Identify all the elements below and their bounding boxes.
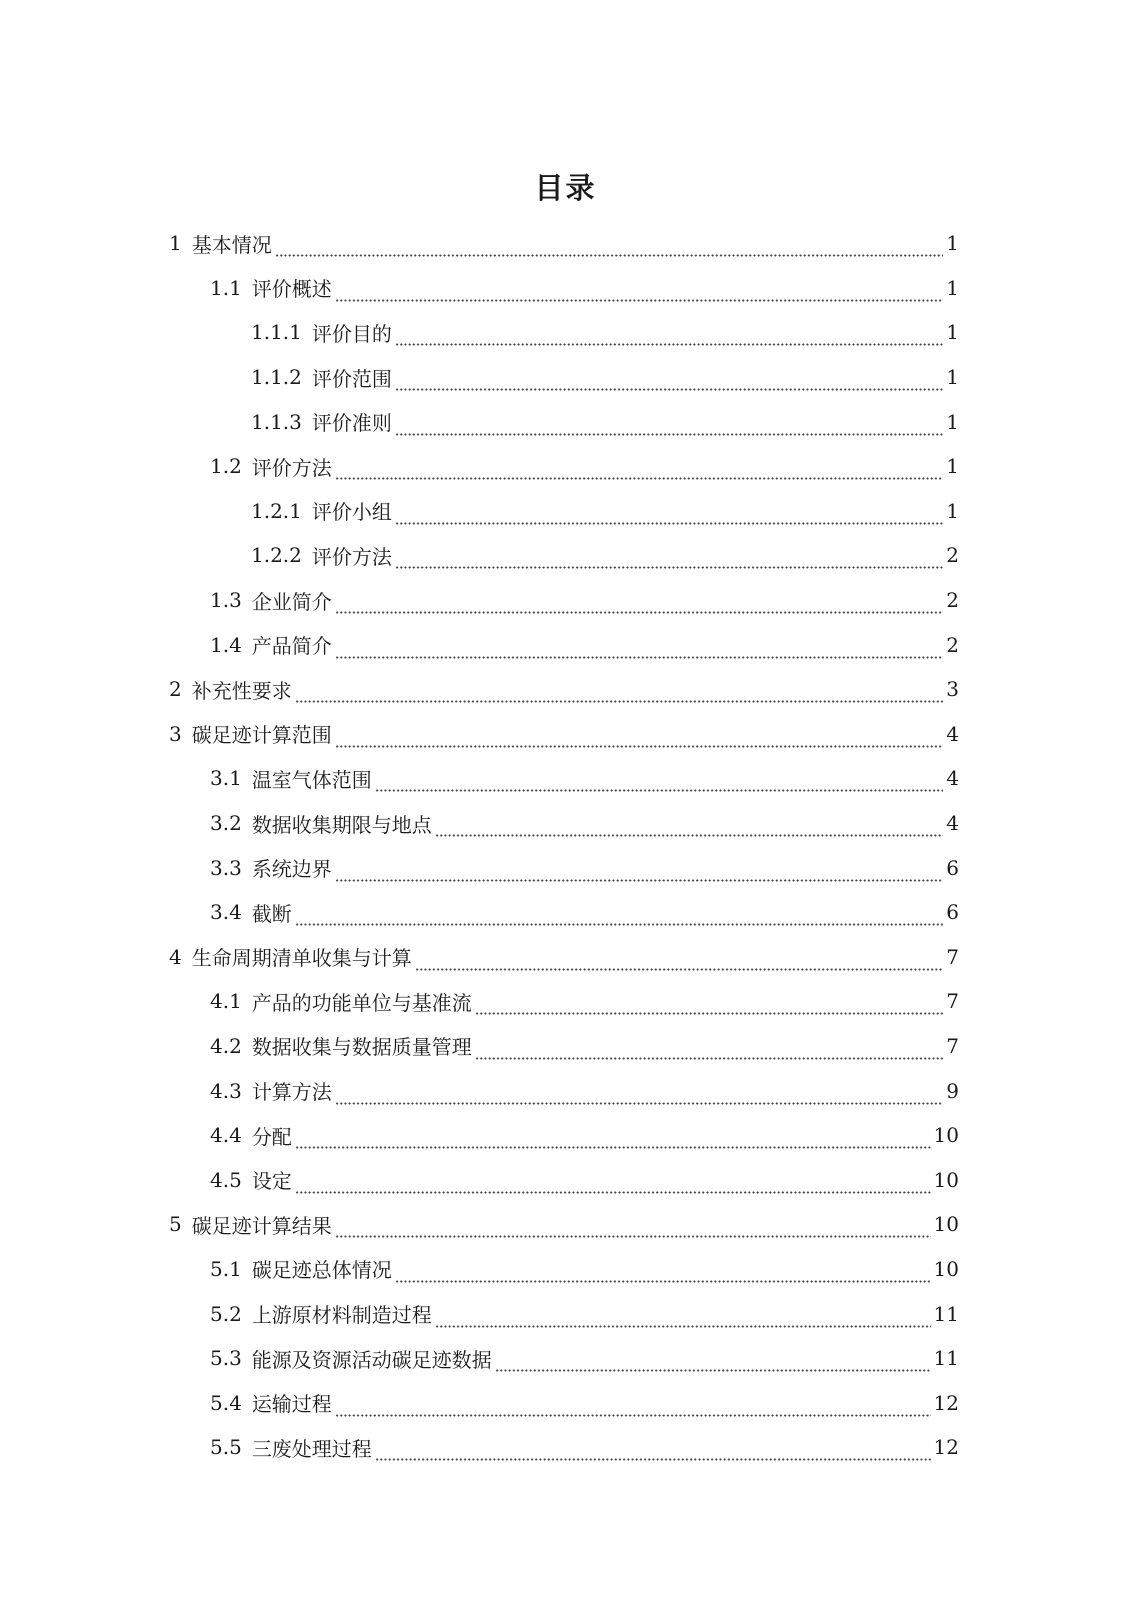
toc-dot-leader xyxy=(295,1174,931,1194)
toc-entry[interactable] xyxy=(0,578,1131,623)
toc-entry[interactable] xyxy=(0,1291,1131,1336)
toc-entry[interactable] xyxy=(0,845,1131,890)
toc-entry-page-number: 2 xyxy=(946,588,959,613)
toc-entry-title: 设定 xyxy=(251,1169,292,1194)
toc-entry-title: 三废处理过程 xyxy=(251,1436,372,1461)
toc-entry-page-number: 1 xyxy=(946,409,959,434)
toc-dot-leader xyxy=(335,594,943,614)
toc-entry-number: 1.2 xyxy=(210,454,242,479)
toc-entry-page-number: 10 xyxy=(933,1123,959,1148)
toc-dot-leader xyxy=(435,817,943,837)
toc-entry-page-number: 7 xyxy=(946,989,959,1014)
toc-dot-leader xyxy=(335,639,943,659)
toc-list xyxy=(0,221,1131,1470)
toc-entry-page-number: 10 xyxy=(933,1256,959,1281)
toc-entry-title: 补充性要求 xyxy=(191,678,292,703)
toc-dot-leader xyxy=(295,683,944,703)
toc-entry-title: 运输过程 xyxy=(251,1392,332,1417)
toc-entry-page-number: 9 xyxy=(946,1078,959,1103)
toc-entry-page-number: 11 xyxy=(933,1301,959,1326)
toc-dot-leader xyxy=(275,237,944,257)
toc-entry-number: 4.3 xyxy=(210,1078,242,1103)
toc-entry[interactable] xyxy=(0,1068,1131,1113)
toc-entry-title: 数据收集期限与地点 xyxy=(251,812,432,837)
toc-entry[interactable] xyxy=(0,1336,1131,1381)
toc-entry-page-number: 12 xyxy=(933,1390,959,1415)
toc-entry-number: 1.1.1 xyxy=(251,320,302,345)
toc-entry-number: 5.4 xyxy=(210,1390,242,1415)
toc-entry-title: 计算方法 xyxy=(251,1080,332,1105)
toc-entry-title: 评价方法 xyxy=(251,455,332,480)
toc-entry-title: 评价方法 xyxy=(311,544,392,569)
toc-entry[interactable] xyxy=(0,355,1131,400)
toc-entry-number: 5.2 xyxy=(210,1301,242,1326)
toc-dot-leader xyxy=(395,416,943,436)
toc-entry-number: 3.2 xyxy=(210,811,242,836)
toc-entry-number: 1.4 xyxy=(210,632,242,657)
toc-entry-number: 1.1.2 xyxy=(251,365,302,390)
toc-entry[interactable] xyxy=(0,310,1131,355)
toc-entry-number: 1.1 xyxy=(210,275,242,300)
toc-entry[interactable] xyxy=(0,667,1131,712)
toc-entry-number: 1.3 xyxy=(210,588,242,613)
toc-dot-leader xyxy=(375,1441,931,1461)
toc-entry-title: 企业简介 xyxy=(251,589,332,614)
toc-entry-number: 4.4 xyxy=(210,1123,242,1148)
toc-dot-leader xyxy=(395,1263,931,1283)
toc-entry-title: 评价目的 xyxy=(311,321,392,346)
toc-entry-title: 能源及资源活动碳足迹数据 xyxy=(251,1347,492,1372)
toc-entry-page-number: 10 xyxy=(933,1212,959,1237)
toc-entry-page-number: 4 xyxy=(946,721,959,746)
toc-dot-leader xyxy=(395,549,943,569)
toc-dot-leader xyxy=(375,772,943,792)
toc-dot-leader xyxy=(395,505,943,525)
toc-entry-title: 分配 xyxy=(251,1124,292,1149)
toc-entry-page-number: 7 xyxy=(946,944,959,969)
toc-entry-number: 5 xyxy=(169,1212,182,1237)
toc-dot-leader xyxy=(335,728,944,748)
toc-dot-leader xyxy=(335,460,943,480)
toc-entry-title: 生命周期清单收集与计算 xyxy=(191,946,412,971)
toc-entry-number: 4.5 xyxy=(210,1167,242,1192)
toc-entry-title: 碳足迹计算范围 xyxy=(191,723,332,748)
toc-dot-leader xyxy=(335,862,943,882)
toc-entry[interactable] xyxy=(0,1202,1131,1247)
toc-entry-title: 碳足迹计算结果 xyxy=(191,1213,332,1238)
toc-entry-page-number: 4 xyxy=(946,766,959,791)
toc-entry-number: 1.1.3 xyxy=(251,409,302,434)
toc-entry-number: 3.1 xyxy=(210,766,242,791)
toc-entry-title: 上游原材料制造过程 xyxy=(251,1303,432,1328)
toc-entry-number: 3.4 xyxy=(210,900,242,925)
toc-entry[interactable] xyxy=(0,712,1131,757)
toc-entry-title: 评价小组 xyxy=(311,500,392,525)
toc-entry-number: 5.3 xyxy=(210,1346,242,1371)
toc-entry-title: 评价概述 xyxy=(251,277,332,302)
toc-entry-page-number: 6 xyxy=(946,900,959,925)
toc-dot-leader xyxy=(295,906,943,926)
toc-entry-title: 系统边界 xyxy=(251,857,332,882)
toc-entry-title: 评价准则 xyxy=(311,411,392,436)
toc-entry-page-number: 2 xyxy=(946,632,959,657)
toc-entry-title: 截断 xyxy=(251,901,292,926)
toc-dot-leader xyxy=(295,1129,931,1149)
toc-entry[interactable] xyxy=(0,935,1131,980)
toc-entry[interactable] xyxy=(0,533,1131,578)
toc-entry-page-number: 10 xyxy=(933,1167,959,1192)
toc-entry[interactable] xyxy=(0,221,1131,266)
toc-entry[interactable] xyxy=(0,489,1131,534)
toc-entry-page-number: 1 xyxy=(946,320,959,345)
toc-entry-number: 1.2.2 xyxy=(251,543,302,568)
toc-entry-number: 4.2 xyxy=(210,1033,242,1058)
toc-entry[interactable] xyxy=(0,1247,1131,1292)
toc-entry-title: 碳足迹总体情况 xyxy=(251,1258,392,1283)
toc-dot-leader xyxy=(495,1352,931,1372)
toc-entry-page-number: 3 xyxy=(946,677,959,702)
toc-entry-page-number: 1 xyxy=(946,231,959,256)
toc-dot-leader xyxy=(435,1308,931,1328)
toc-entry-title: 数据收集与数据质量管理 xyxy=(251,1035,472,1060)
toc-dot-leader xyxy=(335,282,943,302)
toc-entry-title: 评价范围 xyxy=(311,366,392,391)
toc-entry[interactable] xyxy=(0,399,1131,444)
toc-entry-page-number: 4 xyxy=(946,811,959,836)
toc-dot-leader xyxy=(475,995,943,1015)
toc-entry-title: 温室气体范围 xyxy=(251,767,372,792)
toc-entry-title: 产品的功能单位与基准流 xyxy=(251,990,472,1015)
toc-entry[interactable] xyxy=(0,890,1131,935)
toc-entry[interactable] xyxy=(0,1113,1131,1158)
toc-entry[interactable] xyxy=(0,1024,1131,1069)
toc-entry[interactable] xyxy=(0,622,1131,667)
toc-entry[interactable] xyxy=(0,756,1131,801)
toc-dot-leader xyxy=(475,1040,943,1060)
toc-entry-number: 4 xyxy=(169,944,182,969)
toc-entry[interactable] xyxy=(0,979,1131,1024)
toc-entry[interactable] xyxy=(0,1425,1131,1470)
toc-entry-number: 5.5 xyxy=(210,1435,242,1460)
toc-entry-number: 2 xyxy=(169,677,182,702)
toc-entry-page-number: 2 xyxy=(946,543,959,568)
toc-entry[interactable] xyxy=(0,266,1131,311)
toc-entry-number: 1.2.1 xyxy=(251,498,302,523)
toc-dot-leader xyxy=(335,1397,931,1417)
toc-entry-number: 3.3 xyxy=(210,855,242,880)
toc-entry[interactable] xyxy=(0,1157,1131,1202)
toc-entry-page-number: 11 xyxy=(933,1346,959,1371)
toc-entry-number: 3 xyxy=(169,721,182,746)
toc-entry-page-number: 1 xyxy=(946,275,959,300)
toc-entry-page-number: 6 xyxy=(946,855,959,880)
toc-entry-number: 4.1 xyxy=(210,989,242,1014)
toc-entry-page-number: 12 xyxy=(933,1435,959,1460)
toc-entry-page-number: 1 xyxy=(946,454,959,479)
toc-entry[interactable] xyxy=(0,801,1131,846)
toc-dot-leader xyxy=(335,1085,943,1105)
toc-entry[interactable] xyxy=(0,1380,1131,1425)
toc-entry-number: 1 xyxy=(169,231,182,256)
toc-dot-leader xyxy=(415,951,944,971)
toc-entry-number: 5.1 xyxy=(210,1256,242,1281)
toc-entry-page-number: 7 xyxy=(946,1033,959,1058)
toc-dot-leader xyxy=(335,1218,931,1238)
toc-entry-title: 产品简介 xyxy=(251,634,332,659)
toc-entry-page-number: 1 xyxy=(946,498,959,523)
toc-entry[interactable] xyxy=(0,444,1131,489)
toc-entry-page-number: 1 xyxy=(946,365,959,390)
toc-dot-leader xyxy=(395,371,943,391)
toc-entry-title: 基本情况 xyxy=(191,232,272,257)
toc-dot-leader xyxy=(395,326,943,346)
toc-title: 目录 xyxy=(534,171,597,205)
